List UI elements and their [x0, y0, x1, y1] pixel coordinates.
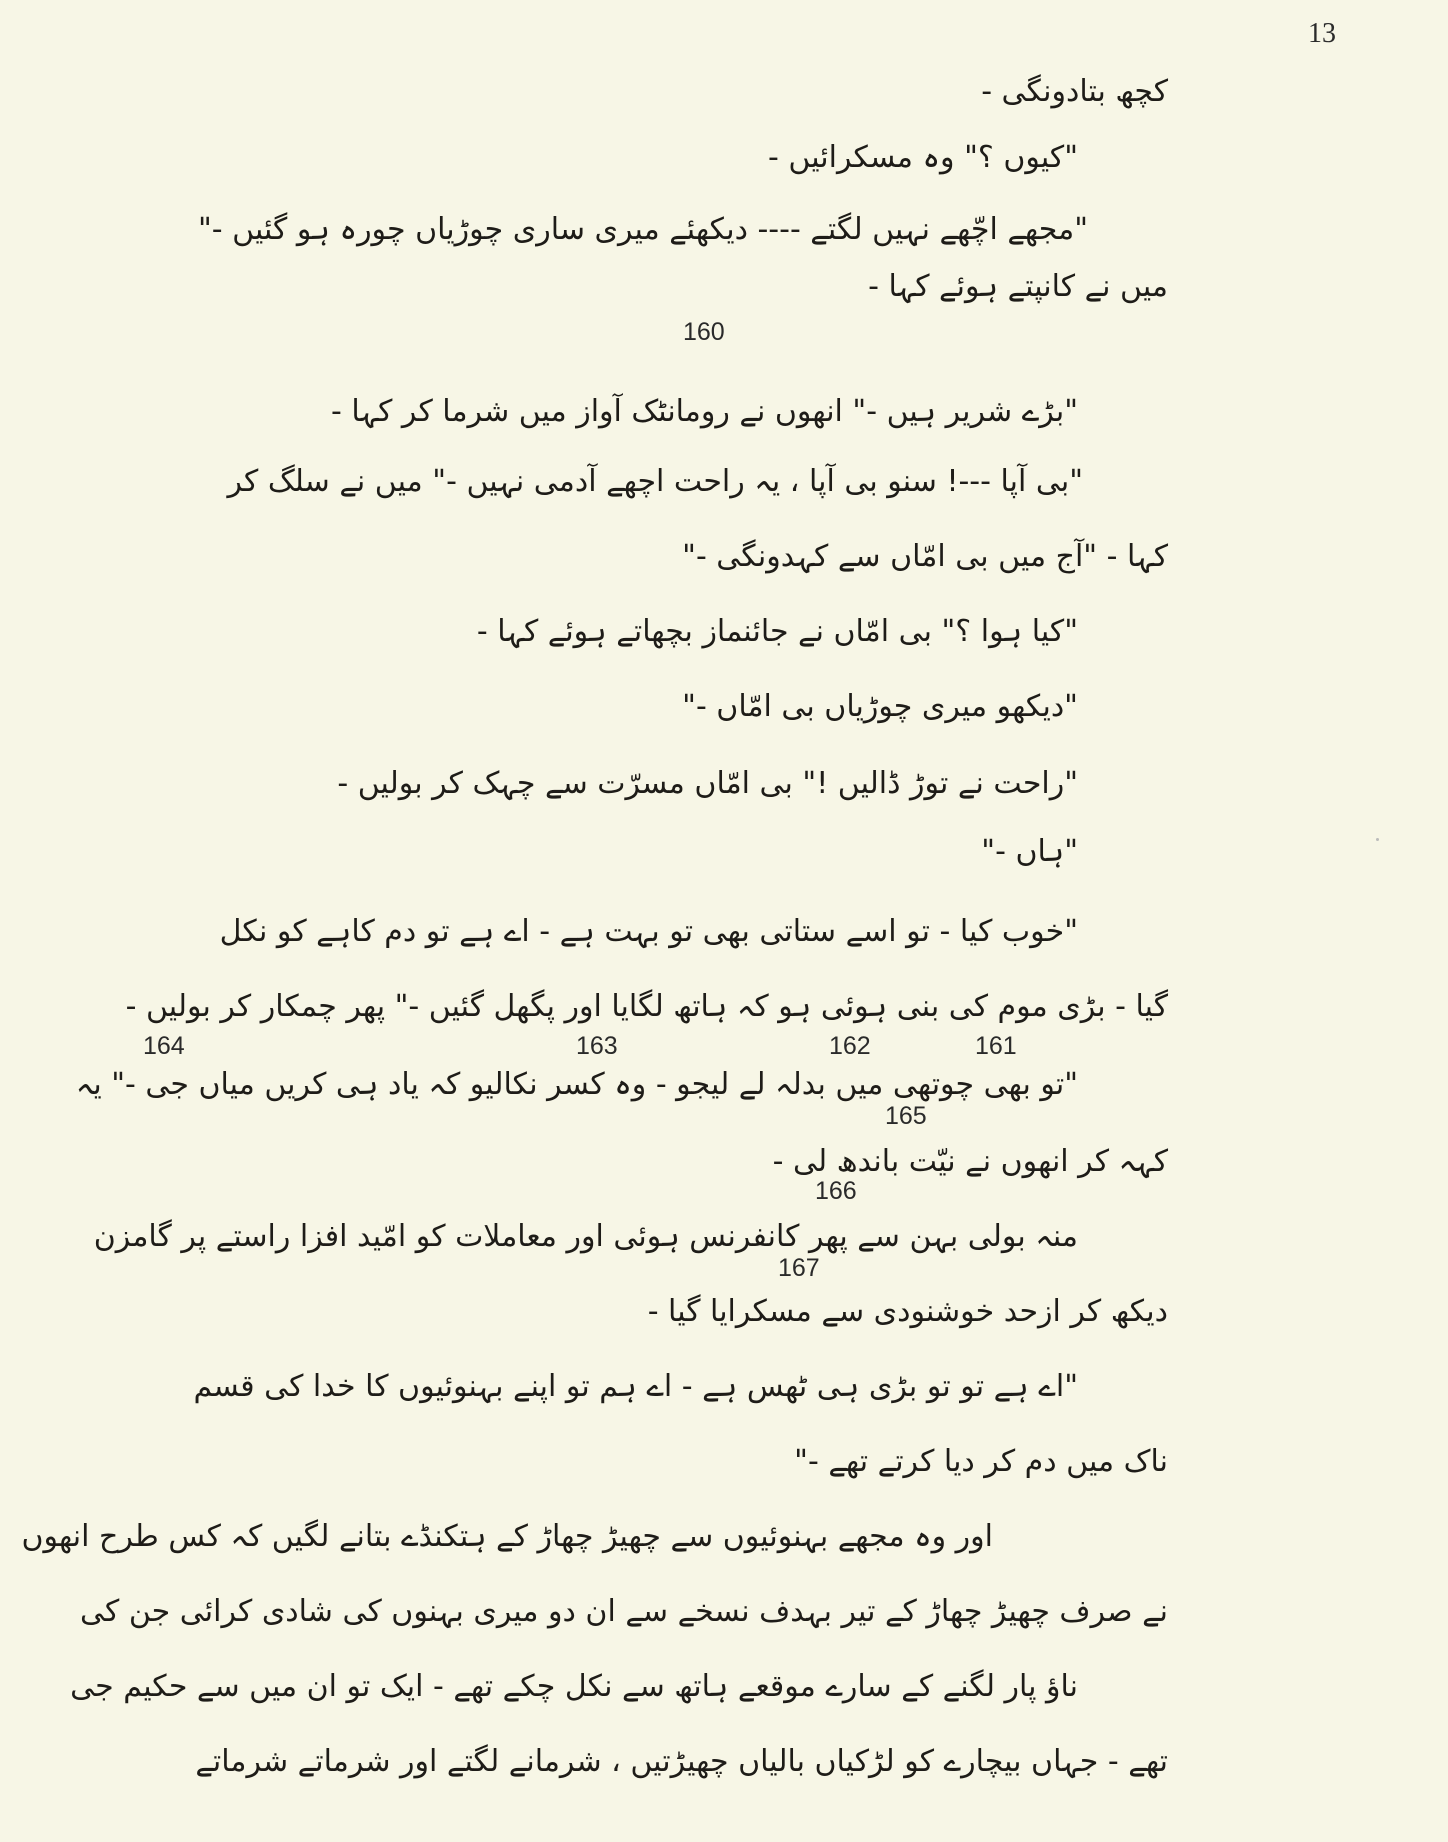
footnote-marker: 164 [143, 1032, 185, 1060]
text-line: منہ بولی بہن سے پھر کانفرنس ہوئی اور معاملات کو امّید افزا راستے پر گامزن [93, 1219, 1078, 1254]
page-number: 13 [1308, 18, 1336, 49]
text-line: کہہ کر انھوں نے نیّت باندھ لی - [772, 1144, 1168, 1179]
footnote-marker: 163 [576, 1032, 618, 1060]
text-line: "کیا ہوا ؟" بی امّاں نے جائنماز بچھاتے ہوئے کہا - [476, 614, 1078, 649]
text-line: "ہاں -" [981, 834, 1078, 869]
text-line: "بڑے شریر ہیں -" انھوں نے رومانٹک آواز میں شرما کر کہا - [331, 394, 1078, 429]
footnote-marker: 167 [778, 1254, 820, 1282]
text-line: "خوب کیا - تو اسے ستاتی بھی تو بہت ہے - اے ہے تو دم کاہے کو نکل [219, 914, 1078, 949]
footnote-marker: 165 [885, 1102, 927, 1130]
text-line: "اے ہے تو تو بڑی ہی ٹھس ہے - اے ہم تو اپنے بہنوئیوں کا خدا کی قسم [193, 1369, 1078, 1404]
text-line: "بی آپا ---! سنو بی آپا ، یہ راحت اچھے آدمی نہیں -" میں نے سلگ کر [227, 464, 1083, 499]
text-line: "راحت نے توڑ ڈالیں !" بی امّاں مسرّت سے چہک کر بولیں - [337, 766, 1078, 801]
text-line: "تو بھی چوتھی میں بدلہ لے لیجو - وہ کسر نکالیو کہ یاد ہی کریں میاں جی -" یہ [75, 1067, 1078, 1102]
text-line: دیکھ کر ازحد خوشنودی سے مسکرایا گیا - [647, 1294, 1168, 1329]
text-line: "مجھے اچّھے نہیں لگتے ---- دیکھئے میری ساری چوڑیاں چورہ ہو گئیں -" [197, 212, 1088, 247]
text-line: "کیوں ؟" وہ مسکرائیں - [768, 140, 1078, 175]
text-line: تھے - جہاں بیچارے کو لڑکیاں بالیاں چھیڑتیں ، شرمانے لگتے اور شرماتے شرماتے [195, 1744, 1168, 1779]
text-line: ناک میں دم کر دیا کرتے تھے -" [794, 1444, 1168, 1479]
text-line: اور وہ مجھے بہنوئیوں سے چھیڑ چھاڑ کے ہتکنڈے بتانے لگیں کہ کس طرح انھوں [21, 1519, 993, 1554]
text-line: کچھ بتادونگی - [981, 74, 1168, 109]
footnote-marker: 166 [815, 1177, 857, 1205]
footnote-marker: 161 [975, 1032, 1017, 1060]
text-line: ناؤ پار لگنے کے سارے موقعے ہاتھ سے نکل چکے تھے - ایک تو ان میں سے حکیم جی [70, 1669, 1078, 1704]
text-line: نے صرف چھیڑ چھاڑ کے تیر بہدف نسخے سے ان دو میری بہنوں کی شادی کرائی جن کی [80, 1594, 1168, 1629]
text-line: "دیکھو میری چوڑیاں بی امّاں -" [682, 689, 1078, 724]
text-line: گیا - بڑی موم کی بنی ہوئی ہو کہ ہاتھ لگایا اور پگھل گئیں -" پھر چمکار کر بولیں - [125, 989, 1168, 1024]
footnote-marker: 160 [683, 318, 725, 346]
scan-speck [1376, 838, 1379, 841]
footnote-marker: 162 [829, 1032, 871, 1060]
text-line: کہا - "آج میں بی امّاں سے کہدونگی -" [682, 539, 1168, 574]
text-line: میں نے کانپتے ہوئے کہا - [868, 269, 1168, 304]
